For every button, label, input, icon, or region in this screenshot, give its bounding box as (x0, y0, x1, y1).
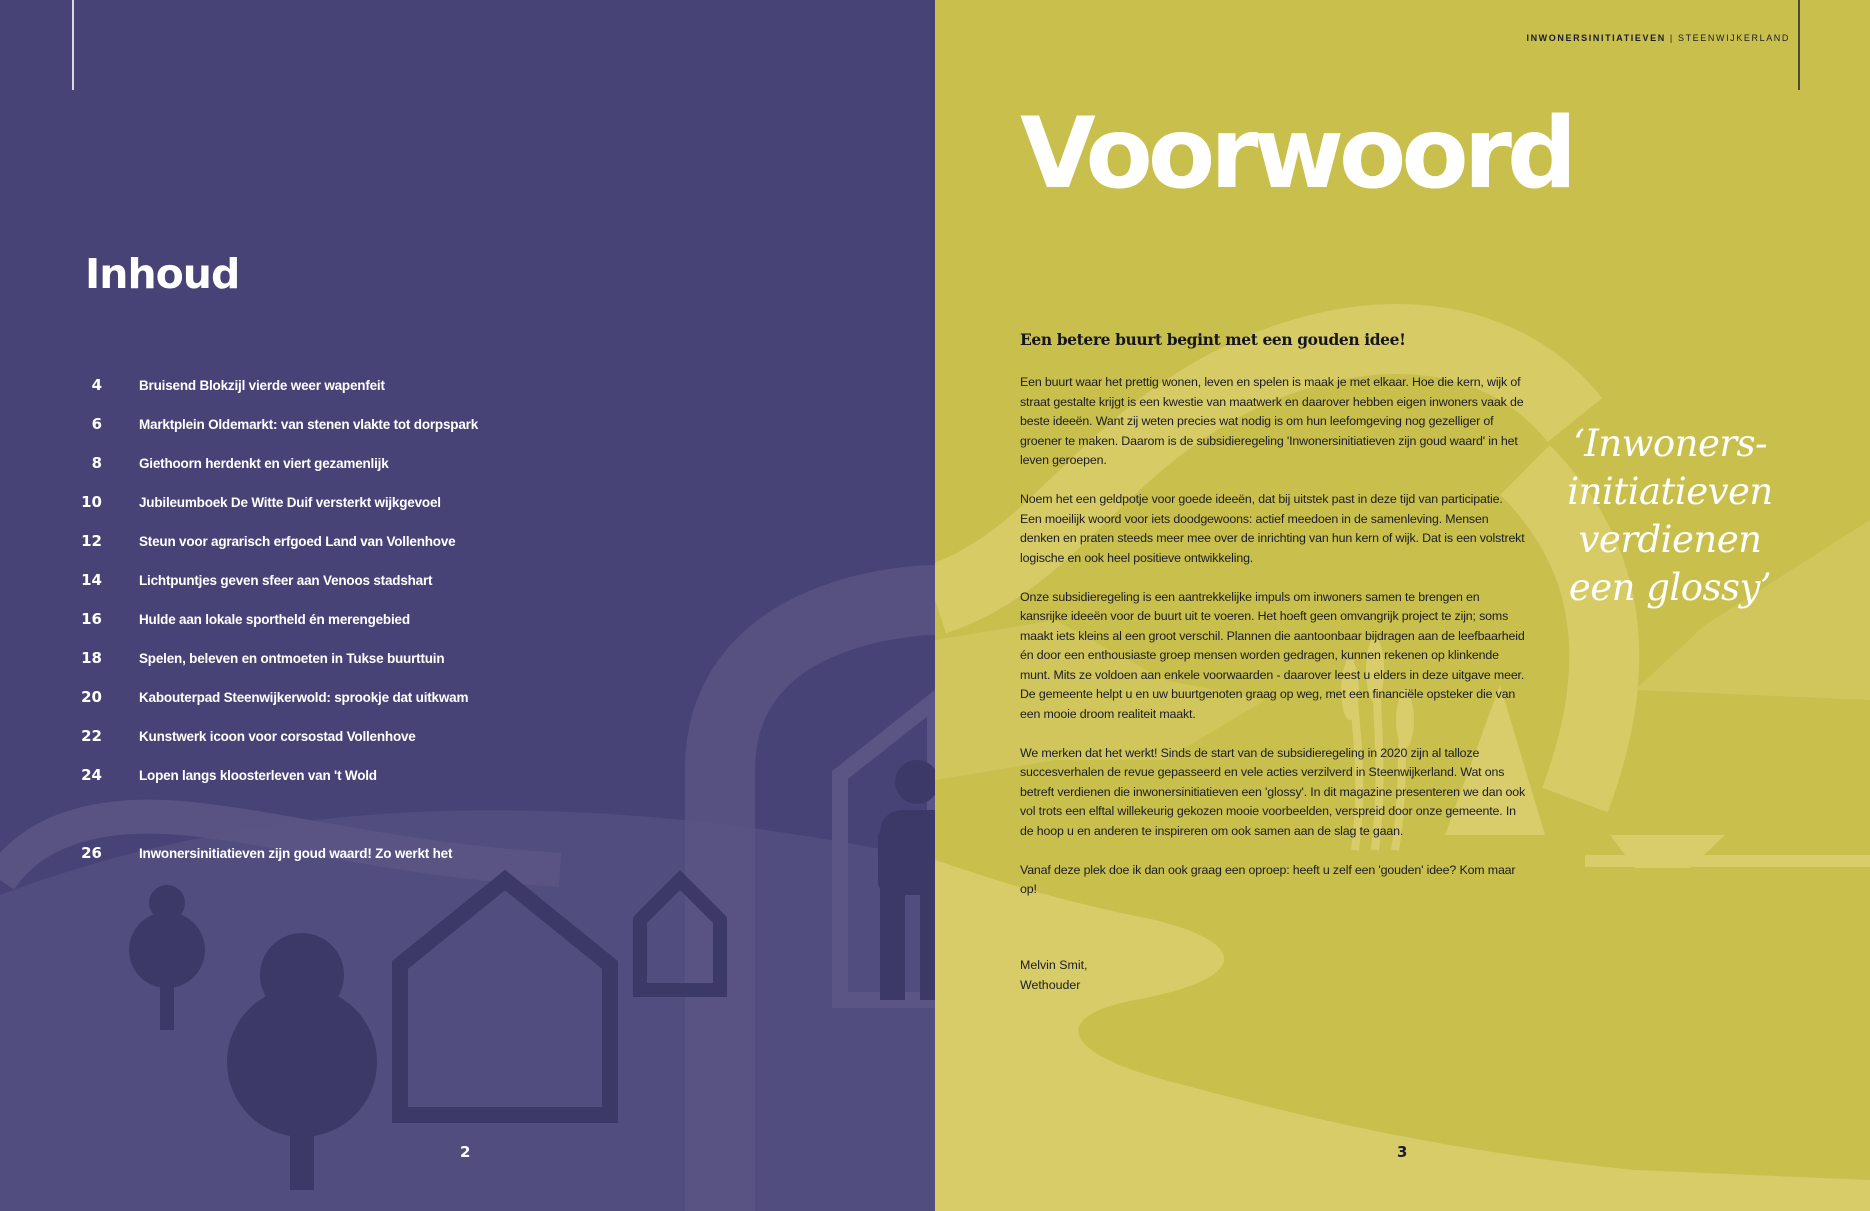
top-rule (1798, 0, 1800, 90)
toc-page-number: 10 (81, 493, 102, 511)
toc-item[interactable] (70, 526, 590, 556)
toc-label: Lichtpuntjes geven sfeer aan Venoos stadshart (139, 572, 433, 588)
toc-page-number: 16 (81, 610, 102, 628)
toc-page-number: 26 (81, 844, 102, 862)
toc-label: Inwonersinitiatieven zijn goud waard! Zo werkt het (139, 845, 453, 861)
right-page (935, 0, 1870, 1211)
page-title: Voorwoord (1020, 97, 1573, 211)
header-separator: | (1669, 33, 1674, 43)
toc-page-number: 22 (81, 727, 102, 745)
signature-name: Melvin Smit, (1020, 958, 1088, 972)
quote-line: initiatieven (1567, 470, 1773, 513)
toc-label: Jubileumboek De Witte Duif versterkt wijkgevoel (139, 494, 441, 510)
toc-label: Marktplein Oldemarkt: van stenen vlakte tot dorpspark (139, 416, 478, 432)
top-rule (72, 0, 74, 90)
toc-page-number: 24 (81, 766, 102, 784)
toc-item[interactable] (70, 487, 590, 517)
toc-item[interactable] (70, 409, 590, 439)
paragraph: Een buurt waar het prettig wonen, leven en spelen is maak je met elkaar. Hoe die kern, wijk of straat gestalte krijgt is een kwestie van maatwerk en daarover hebben eigen inwoners vaak de beste ideeën. Want zij weten precies wat nodig is om hun leefomgeving nog gezelliger of groener te maken. Daarom is de subsidieregeling 'Inwonersinitiatieven zijn goud waard' in het leven geroepen. (1020, 375, 1524, 467)
toc-label: Spelen, beleven en ontmoeten in Tukse buurttuin (139, 650, 445, 666)
toc-item[interactable] (70, 682, 590, 712)
page-number: 2 (460, 1143, 471, 1161)
toc-item[interactable] (70, 370, 590, 400)
toc-item[interactable] (70, 760, 590, 790)
quote-line: ‘Inwoners- (1572, 422, 1768, 465)
quote-line: een glossy’ (1568, 566, 1772, 609)
toc-label: Steun voor agrarisch erfgoed Land van Vollenhove (139, 533, 456, 549)
header-brand: STEENWIJKERLAND (1677, 33, 1790, 43)
toc-item[interactable] (70, 838, 590, 868)
toc-label: Bruisend Blokzijl vierde weer wapenfeit (139, 377, 385, 393)
toc-page-number: 12 (81, 532, 102, 550)
quote-line: verdienen (1578, 518, 1762, 561)
running-header (1526, 33, 1790, 43)
body-text (1020, 373, 1525, 919)
toc-item[interactable] (70, 448, 590, 478)
toc-label: Giethoorn herdenkt en viert gezamenlijk (139, 455, 389, 471)
toc-page-number: 18 (81, 649, 102, 667)
signature-role: Wethouder (1020, 977, 1081, 992)
toc-item[interactable] (70, 604, 590, 634)
page-title: Inhoud (85, 250, 240, 298)
paragraph: Onze subsidieregeling is een aantrekkelijke impuls om inwoners samen te brengen en kansrijke ideeën voor de buurt uit te voeren. Het hoeft geen omvangrijk project te zijn; soms maakt iets kleins al een groot verschil. Plannen die aantoonbaar bijdragen aan de leefbaarheid én door een enthousiaste groep mensen worden gedragen, kunnen rekenen op klinkende munt. Mits ze voldoen aan enkele voorwaarden - daarover leest u elders in deze uitgave meer. De gemeente helpt u en uw buurtgenoten graag op weg, met een financiële opsteker die van een mooie droom realiteit maakt. (1020, 589, 1525, 721)
toc-label: Lopen langs kloosterleven van 't Wold (139, 767, 377, 783)
paragraph: Noem het een geldpotje voor goede ideeën, dat bij uitstek past in deze tijd van participatie. Een moeilijk woord voor iets doodgewoons: actief meedoen in de samenleving. Mensen denken en praten steeds meer mee over de inrichting van hun kern of wijk. Dat is een volstrekt logische en ook heel positieve ontwikkeling. (1020, 492, 1525, 565)
toc-page-number: 8 (91, 454, 102, 472)
toc-item[interactable] (70, 643, 590, 673)
paragraph: Vanaf deze plek doe ik dan ook graag een oproep: heeft u zelf een 'gouden' idee? Kom maar op! (1020, 862, 1516, 896)
header-brand-bold: INWONERSINITIATIEVEN (1526, 33, 1666, 43)
toc-item[interactable] (70, 565, 590, 595)
subheading: Een betere buurt begint met een gouden idee! (1020, 330, 1406, 349)
toc-page-number: 14 (81, 571, 102, 589)
toc-item[interactable] (70, 721, 590, 751)
paragraph: We merken dat het werkt! Sinds de start van de subsidieregeling in 2020 zijn al talloze succesverhalen de revue gepasseerd en vele acties verzilverd in Steenwijkerland. Wat ons betreft verdienen die inwonersinitiatieven een 'glossy'. In dit magazine presenteren we dan ook vol trots een elftal willekeurig gekozen mooie voorbeelden, verspreid door onze gemeente. In de hoop u en anderen te inspireren om ook samen aan de slag te gaan. (1020, 745, 1526, 838)
toc-page-number: 20 (81, 688, 102, 706)
toc-page-number: 4 (91, 376, 102, 394)
pull-quote (1515, 420, 1825, 612)
signature (1020, 956, 1087, 995)
page-number: 3 (1397, 1143, 1408, 1161)
toc-label: Kabouterpad Steenwijkerwold: sprookje dat uitkwam (139, 689, 469, 705)
toc-label: Hulde aan lokale sportheld én merengebied (139, 611, 410, 627)
toc-label: Kunstwerk icoon voor corsostad Vollenhove (139, 728, 416, 744)
toc-page-number: 6 (91, 415, 102, 433)
